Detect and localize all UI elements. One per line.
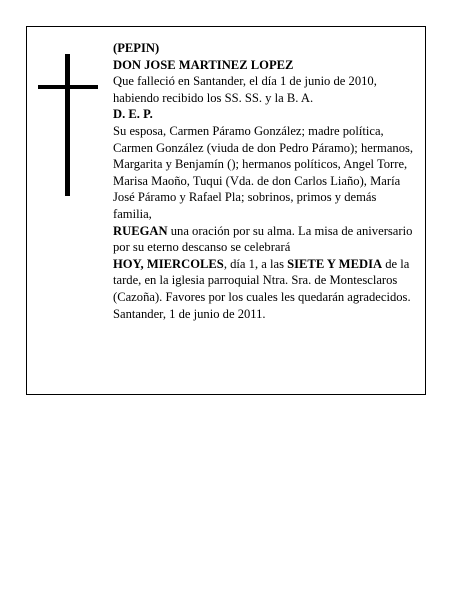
death-info: Que falleció en Santander, el día 1 de junio de 2010, habiendo recibido los SS. SS. y la B. A. [113, 74, 377, 105]
deceased-name: DON JOSE MARTINEZ LOPEZ [113, 57, 294, 72]
family-list: Su esposa, Carmen Páramo González; madre política, Carmen González (viuda de don Pedro Páramo); hermanos, Margarita y Benjamín (); hermanos políticos, Angel Torre, Marisa Maoño, Tuqui (Vda. de don Carlos Liaño), María José Páramo y Rafael Pla; sobrinos, primos y demás familia, [113, 123, 414, 221]
deceased-nickname: (PEPIN) [113, 41, 160, 55]
mass-day-rest: , día 1, a las [223, 256, 288, 271]
cross-icon [65, 54, 70, 196]
mass-day: HOY, MIERCOLES [113, 256, 224, 271]
mass-time: SIETE Y MEDIA [287, 256, 383, 271]
rip-abbreviation: D. E. P. [113, 107, 153, 122]
obituary-text [113, 40, 418, 322]
mass-request-text: una oración por su alma. La misa de aniversario por su eterno descanso se celebrará [113, 223, 413, 255]
mass-details [113, 256, 418, 306]
mass-request [113, 223, 418, 256]
ruegan-label: RUEGAN [113, 223, 168, 238]
cross-icon-bar [38, 85, 98, 89]
place-date: Santander, 1 de junio de 2011. [113, 306, 266, 321]
mass-location: de la tarde, en la iglesia parroquial Ntra. Sra. de Montesclaros (Cazoña). Favores por los cuales les quedarán agradecidos. [113, 256, 411, 304]
